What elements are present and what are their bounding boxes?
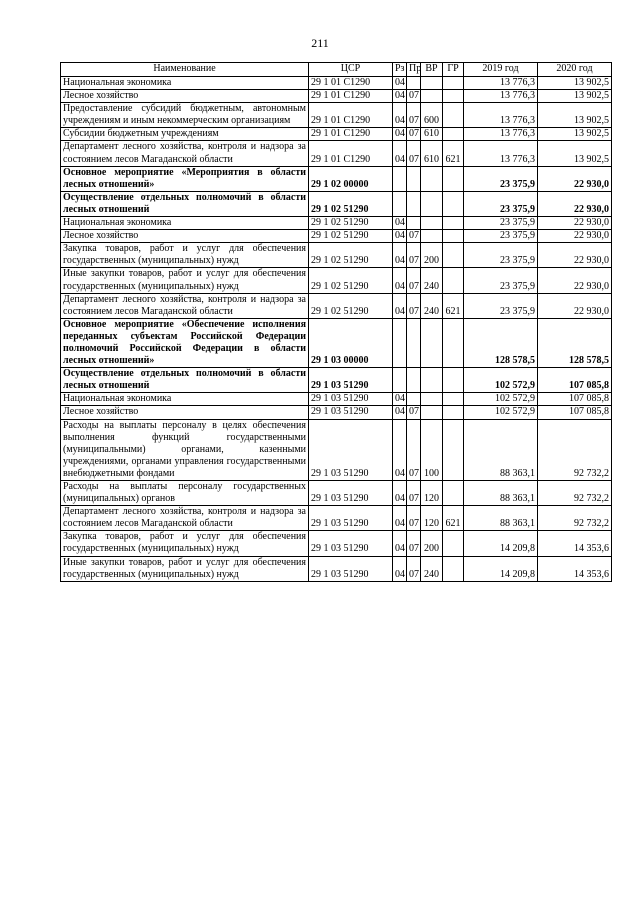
cell-name: Департамент лесного хозяйства, контроля и надзора за состоянием лесов Магаданской области [61,293,309,318]
cell-2019: 13 776,3 [464,128,538,141]
cell-2019: 88 363,1 [464,419,538,480]
cell-pr: 07 [407,230,421,243]
cell-vr: 200 [421,243,443,268]
cell-2019: 102 572,9 [464,368,538,393]
cell-csr: 29 1 02 51290 [309,217,393,230]
cell-vr: 610 [421,128,443,141]
cell-2020: 22 930,0 [538,268,612,293]
cell-2019: 13 776,3 [464,103,538,128]
table-row [61,506,612,531]
cell-csr: 29 1 03 51290 [309,531,393,556]
cell-pr [407,191,421,216]
cell-vr [421,230,443,243]
table-row [61,419,612,480]
cell-pr: 07 [407,531,421,556]
cell-2020: 22 930,0 [538,243,612,268]
cell-name: Основное мероприятие «Обеспечение исполнения переданных субъектам Российской Федерации полномочий Российской Федерации в области лесных отношений» [61,318,309,367]
table-row [61,230,612,243]
cell-gr [443,406,464,419]
cell-name: Субсидии бюджетным учреждениям [61,128,309,141]
table-row [61,128,612,141]
page-number: 211 [311,36,329,50]
cell-rz: 04 [393,419,407,480]
budget-table [60,62,612,582]
table-row [61,368,612,393]
cell-rz [393,191,407,216]
table-row [61,243,612,268]
cell-name: Департамент лесного хозяйства, контроля и надзора за состоянием лесов Магаданской области [61,506,309,531]
table-row [61,166,612,191]
cell-csr: 29 1 02 00000 [309,166,393,191]
cell-2019: 23 375,9 [464,293,538,318]
cell-2020: 107 085,8 [538,393,612,406]
cell-gr [443,217,464,230]
cell-vr [421,318,443,367]
cell-gr [443,230,464,243]
cell-rz: 04 [393,77,407,90]
table-row [61,217,612,230]
cell-2020: 22 930,0 [538,230,612,243]
cell-gr [443,419,464,480]
cell-pr [407,318,421,367]
cell-gr [443,318,464,367]
cell-pr: 07 [407,128,421,141]
cell-gr [443,191,464,216]
cell-csr: 29 1 03 51290 [309,481,393,506]
cell-rz: 04 [393,556,407,581]
cell-name: Иные закупки товаров, работ и услуг для обеспечения государственных (муниципальных) нужд [61,268,309,293]
cell-2019: 13 776,3 [464,90,538,103]
cell-name: Осуществление отдельных полномочий в области лесных отношений [61,191,309,216]
cell-csr: 29 1 02 51290 [309,293,393,318]
cell-2020: 92 732,2 [538,506,612,531]
cell-name: Лесное хозяйство [61,230,309,243]
cell-rz: 04 [393,141,407,166]
cell-2020: 13 902,5 [538,141,612,166]
table-row [61,141,612,166]
table-row [61,556,612,581]
cell-csr: 29 1 02 51290 [309,243,393,268]
cell-name: Национальная экономика [61,77,309,90]
cell-2019: 23 375,9 [464,191,538,216]
cell-2020: 107 085,8 [538,406,612,419]
cell-vr [421,217,443,230]
cell-vr: 240 [421,556,443,581]
header-rz: Рз [393,63,407,77]
table-row [61,77,612,90]
table-row [61,531,612,556]
cell-pr: 07 [407,268,421,293]
cell-vr: 200 [421,531,443,556]
cell-rz [393,318,407,367]
cell-2019: 13 776,3 [464,77,538,90]
cell-2020: 14 353,6 [538,531,612,556]
cell-2020: 13 902,5 [538,90,612,103]
cell-pr [407,77,421,90]
cell-name: Лесное хозяйство [61,406,309,419]
cell-vr: 240 [421,268,443,293]
cell-pr: 07 [407,419,421,480]
cell-rz: 04 [393,406,407,419]
cell-rz: 04 [393,481,407,506]
cell-2020: 92 732,2 [538,419,612,480]
cell-2019: 88 363,1 [464,481,538,506]
cell-pr: 07 [407,556,421,581]
cell-name: Национальная экономика [61,393,309,406]
table-row [61,393,612,406]
cell-gr [443,531,464,556]
cell-csr: 29 1 01 С1290 [309,90,393,103]
cell-vr: 120 [421,481,443,506]
header-2019: 2019 год [464,63,538,77]
cell-2019: 88 363,1 [464,506,538,531]
cell-vr: 610 [421,141,443,166]
cell-gr [443,128,464,141]
cell-pr [407,166,421,191]
cell-pr: 07 [407,103,421,128]
cell-csr: 29 1 02 51290 [309,268,393,293]
cell-2020: 13 902,5 [538,77,612,90]
cell-csr: 29 1 01 С1290 [309,77,393,90]
cell-vr [421,90,443,103]
table-row [61,103,612,128]
cell-2020: 13 902,5 [538,103,612,128]
table-row [61,293,612,318]
cell-name: Закупка товаров, работ и услуг для обеспечения государственных (муниципальных) нужд [61,243,309,268]
cell-csr: 29 1 02 51290 [309,230,393,243]
cell-vr [421,368,443,393]
cell-name: Осуществление отдельных полномочий в области лесных отношений [61,368,309,393]
header-vr: ВР [421,63,443,77]
cell-rz: 04 [393,230,407,243]
cell-pr [407,393,421,406]
cell-vr: 120 [421,506,443,531]
table-row [61,268,612,293]
cell-2019: 13 776,3 [464,141,538,166]
cell-csr: 29 1 03 51290 [309,406,393,419]
cell-2019: 23 375,9 [464,217,538,230]
cell-pr: 07 [407,481,421,506]
cell-csr: 29 1 03 51290 [309,419,393,480]
table-row [61,481,612,506]
cell-csr: 29 1 02 51290 [309,191,393,216]
cell-name: Предоставление субсидий бюджетным, автономным учреждениям и иным некоммерческим организациям [61,103,309,128]
header-pr: Пр [407,63,421,77]
cell-gr [443,481,464,506]
cell-pr [407,217,421,230]
cell-rz: 04 [393,531,407,556]
cell-2020: 13 902,5 [538,128,612,141]
cell-rz: 04 [393,103,407,128]
cell-rz [393,166,407,191]
cell-name: Закупка товаров, работ и услуг для обеспечения государственных (муниципальных) нужд [61,531,309,556]
table-header-row [61,63,612,77]
cell-csr: 29 1 03 51290 [309,368,393,393]
cell-pr [407,368,421,393]
table-row [61,406,612,419]
header-csr: ЦСР [309,63,393,77]
cell-pr: 07 [407,506,421,531]
cell-gr [443,556,464,581]
cell-2020: 14 353,6 [538,556,612,581]
cell-vr: 240 [421,293,443,318]
header-gr: ГР [443,63,464,77]
cell-gr [443,77,464,90]
cell-2020: 107 085,8 [538,368,612,393]
header-name: Наименование [61,63,309,77]
cell-2020: 128 578,5 [538,318,612,367]
cell-rz: 04 [393,268,407,293]
cell-csr: 29 1 01 С1290 [309,103,393,128]
cell-csr: 29 1 03 51290 [309,506,393,531]
cell-rz: 04 [393,90,407,103]
cell-gr: 621 [443,506,464,531]
cell-2019: 102 572,9 [464,406,538,419]
cell-rz: 04 [393,506,407,531]
cell-gr: 621 [443,293,464,318]
cell-2019: 102 572,9 [464,393,538,406]
cell-rz [393,368,407,393]
cell-2019: 23 375,9 [464,166,538,191]
cell-pr: 07 [407,243,421,268]
cell-2020: 22 930,0 [538,191,612,216]
cell-rz: 04 [393,293,407,318]
header-2020: 2020 год [538,63,612,77]
cell-gr [443,103,464,128]
cell-2019: 23 375,9 [464,230,538,243]
cell-rz: 04 [393,243,407,268]
table-row [61,191,612,216]
cell-2020: 22 930,0 [538,217,612,230]
cell-name: Расходы на выплаты персоналу в целях обеспечения выполнения функций государственными (муниципальными) органами, казенными учреждениями, органами управления государственными внебюджетными фондами [61,419,309,480]
table-row [61,90,612,103]
cell-vr [421,393,443,406]
table-row [61,318,612,367]
cell-gr: 621 [443,141,464,166]
cell-vr [421,191,443,216]
cell-csr: 29 1 01 С1290 [309,128,393,141]
cell-vr [421,406,443,419]
cell-csr: 29 1 01 С1290 [309,141,393,166]
cell-2019: 14 209,8 [464,531,538,556]
cell-2019: 14 209,8 [464,556,538,581]
cell-name: Национальная экономика [61,217,309,230]
cell-name: Иные закупки товаров, работ и услуг для обеспечения государственных (муниципальных) нужд [61,556,309,581]
cell-gr [443,393,464,406]
table-body [61,77,612,582]
cell-gr [443,166,464,191]
cell-csr: 29 1 03 00000 [309,318,393,367]
cell-2019: 23 375,9 [464,268,538,293]
cell-2020: 92 732,2 [538,481,612,506]
cell-gr [443,368,464,393]
cell-name: Лесное хозяйство [61,90,309,103]
cell-gr [443,268,464,293]
cell-2020: 22 930,0 [538,166,612,191]
cell-gr [443,90,464,103]
cell-pr: 07 [407,90,421,103]
cell-vr: 600 [421,103,443,128]
cell-pr: 07 [407,293,421,318]
cell-2019: 23 375,9 [464,243,538,268]
cell-pr: 07 [407,141,421,166]
cell-csr: 29 1 03 51290 [309,556,393,581]
cell-pr: 07 [407,406,421,419]
cell-csr: 29 1 03 51290 [309,393,393,406]
cell-vr: 100 [421,419,443,480]
cell-gr [443,243,464,268]
cell-vr [421,77,443,90]
cell-2019: 128 578,5 [464,318,538,367]
cell-vr [421,166,443,191]
cell-name: Департамент лесного хозяйства, контроля и надзора за состоянием лесов Магаданской области [61,141,309,166]
cell-rz: 04 [393,393,407,406]
cell-name: Расходы на выплаты персоналу государственных (муниципальных) органов [61,481,309,506]
cell-rz: 04 [393,128,407,141]
cell-name: Основное мероприятие «Мероприятия в области лесных отношений» [61,166,309,191]
cell-2020: 22 930,0 [538,293,612,318]
cell-rz: 04 [393,217,407,230]
